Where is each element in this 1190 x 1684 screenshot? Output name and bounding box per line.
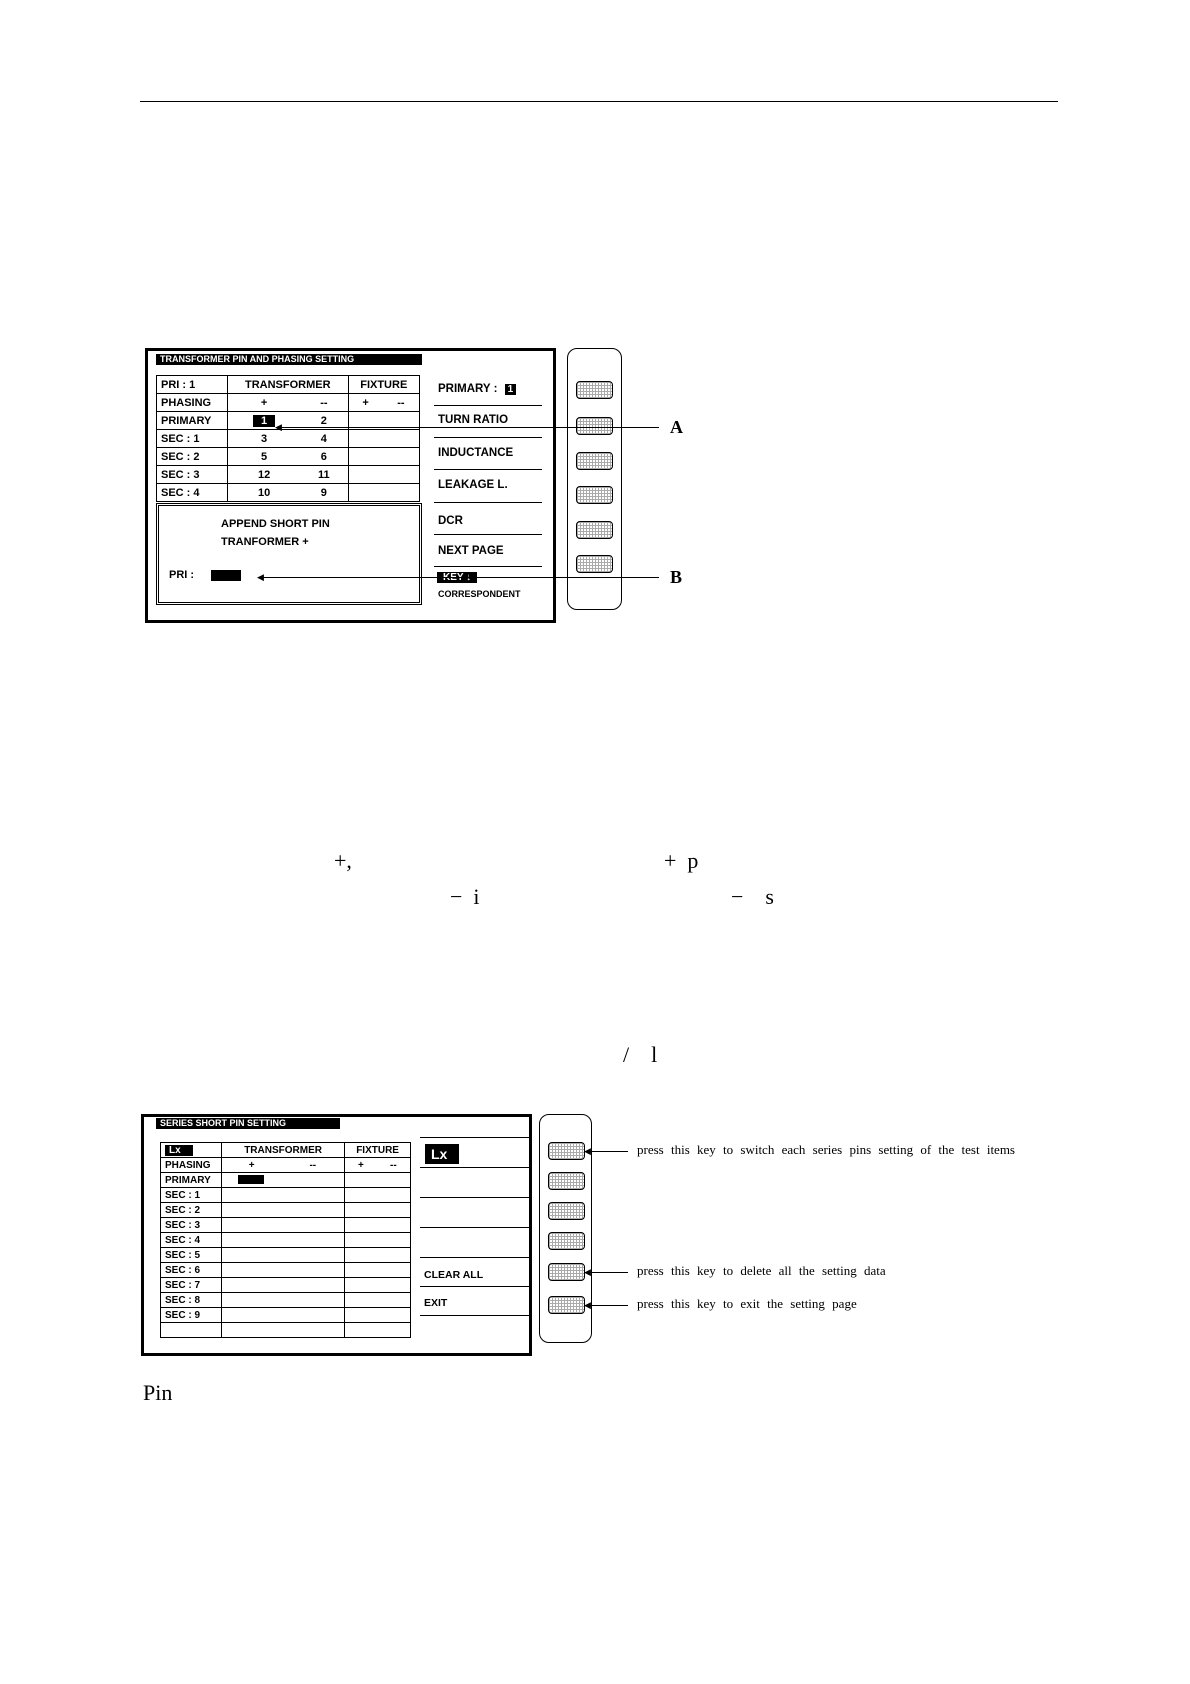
annotation-line (588, 1151, 628, 1152)
transformer-plus: + (222, 1158, 282, 1173)
pin-b[interactable]: 6 (300, 448, 348, 466)
fixture-cell[interactable] (345, 1278, 411, 1293)
table-header-transformer: TRANSFORMER (228, 376, 349, 394)
primary-pin-a[interactable]: 1 (253, 415, 275, 427)
row-label: SEC : 5 (161, 1248, 222, 1263)
row-label: SEC : 6 (161, 1263, 222, 1278)
menu-divider (434, 437, 542, 438)
pri-input-field[interactable] (211, 570, 241, 581)
softkey-exit[interactable] (548, 1296, 585, 1314)
text-fragment: − i (450, 884, 480, 909)
annotation-line (588, 1305, 628, 1306)
fixture-cell[interactable] (345, 1263, 411, 1278)
table-row (161, 1263, 411, 1278)
softkey-4[interactable] (576, 486, 613, 504)
menu-clear-all[interactable]: CLEAR ALL (424, 1269, 484, 1281)
menu-divider (434, 405, 542, 406)
row-label-primary: PRIMARY (157, 412, 228, 430)
softkey-3[interactable] (576, 452, 613, 470)
row-label: SEC : 2 (157, 448, 228, 466)
table-row (161, 1218, 411, 1233)
transformer-cell[interactable] (222, 1308, 345, 1323)
softkey-3[interactable] (548, 1202, 585, 1220)
append-short-pin-dialog (156, 503, 422, 605)
callout-a-label: A (670, 417, 683, 437)
menu-primary[interactable] (438, 383, 516, 395)
table-row (161, 1248, 411, 1263)
row-label: SEC : 1 (161, 1188, 222, 1203)
primary-pin-b[interactable]: 2 (300, 412, 348, 430)
arrow-left-icon: ◀ (584, 1300, 591, 1310)
text-fragment-pin: Pin (143, 1380, 173, 1405)
menu-divider (420, 1137, 530, 1138)
row-label-primary: PRIMARY (161, 1173, 222, 1188)
row-label (161, 1323, 222, 1338)
softkey-clear-all[interactable] (548, 1263, 585, 1281)
menu-inductance[interactable]: INDUCTANCE (438, 447, 514, 459)
row-label: SEC : 4 (157, 484, 228, 502)
softkey-1[interactable] (576, 381, 613, 399)
dialog-line-1: APPEND SHORT PIN (221, 518, 330, 530)
arrow-left-icon: ◀ (584, 1146, 591, 1156)
fixture-cell[interactable] (348, 466, 419, 484)
row-label: SEC : 4 (161, 1233, 222, 1248)
softkey-2[interactable] (576, 417, 613, 435)
arrow-left-icon: ◀ (257, 572, 264, 582)
menu-dcr[interactable]: DCR (438, 515, 463, 527)
transformer-cell[interactable] (222, 1248, 345, 1263)
annotation-line (588, 1272, 628, 1273)
transformer-cell[interactable] (222, 1203, 345, 1218)
row-label: SEC : 8 (161, 1293, 222, 1308)
menu-divider (420, 1167, 530, 1168)
softkey-2[interactable] (548, 1172, 585, 1190)
table-row (161, 1203, 411, 1218)
pin-table (156, 375, 420, 502)
table-row (161, 1173, 411, 1188)
table-row (157, 430, 420, 448)
pin-a[interactable]: 5 (228, 448, 301, 466)
correspondent-label: CORRESPONDENT (438, 589, 521, 599)
table-row (157, 484, 420, 502)
menu-turn-ratio[interactable]: TURN RATIO (438, 414, 509, 426)
table-row (161, 1308, 411, 1323)
table-row (161, 1188, 411, 1203)
table-header-pri: PRI : 1 (157, 376, 228, 394)
transformer-cell[interactable] (222, 1293, 345, 1308)
transformer-plus: + (228, 394, 301, 412)
cursor-block[interactable] (238, 1175, 264, 1184)
fixture-cell[interactable] (345, 1293, 411, 1308)
transformer-cell[interactable] (222, 1173, 345, 1188)
pri-field-label: PRI : (169, 569, 195, 581)
annotation-lx-key: press this key to switch each series pins setting of the test items (637, 1142, 1015, 1157)
arrow-left-icon: ◀ (275, 422, 282, 432)
text-fragment: + p (664, 848, 699, 873)
menu-divider (420, 1227, 530, 1228)
transformer-cell[interactable] (222, 1233, 345, 1248)
menu-leakage[interactable]: LEAKAGE L. (438, 479, 508, 491)
pin-b[interactable]: 11 (300, 466, 348, 484)
annotation-exit-key: press this key to exit the setting page (637, 1296, 857, 1311)
fixture-cell[interactable] (345, 1233, 411, 1248)
menu-primary-label: PRIMARY : (438, 383, 498, 395)
pin-a[interactable]: 12 (228, 466, 301, 484)
screen-title-banner: TRANSFORMER PIN AND PHASING SETTING (156, 354, 422, 365)
callout-a-line (277, 427, 659, 428)
menu-lx[interactable]: Lx (425, 1144, 459, 1164)
row-label: SEC : 1 (157, 430, 228, 448)
table-row (161, 1293, 411, 1308)
menu-next-page[interactable]: NEXT PAGE (438, 545, 504, 557)
fixture-cell[interactable] (348, 448, 419, 466)
table-header-lx[interactable] (161, 1143, 222, 1158)
softkey-4[interactable] (548, 1232, 585, 1250)
table-row (161, 1278, 411, 1293)
menu-divider (434, 502, 542, 503)
fixture-cell[interactable] (345, 1323, 411, 1338)
pin-phasing-screen (145, 348, 556, 623)
text-fragment: +, (334, 848, 352, 873)
callout-b-line (259, 577, 659, 578)
pin-a[interactable]: 10 (228, 484, 301, 502)
table-row (161, 1323, 411, 1338)
transformer-cell[interactable] (222, 1188, 345, 1203)
transformer-cell[interactable] (222, 1278, 345, 1293)
screen-title-banner: SERIES SHORT PIN SETTING (156, 1118, 340, 1129)
fixture-minus: -- (383, 394, 420, 412)
table-header-fixture: FIXTURE (348, 376, 419, 394)
annotation-clear-key: press this key to delete all the setting data (637, 1263, 886, 1278)
text-fragment: − s (731, 884, 774, 909)
fixture-cell[interactable] (345, 1218, 411, 1233)
pin-a[interactable]: 3 (228, 430, 301, 448)
fixture-cell[interactable] (345, 1203, 411, 1218)
fixture-cell[interactable] (348, 484, 419, 502)
table-header-transformer: TRANSFORMER (222, 1143, 345, 1158)
menu-primary-value: 1 (505, 384, 517, 395)
fixture-cell[interactable] (345, 1173, 411, 1188)
table-row (161, 1233, 411, 1248)
transformer-minus: -- (300, 394, 348, 412)
arrow-left-icon: ◀ (584, 1267, 591, 1277)
row-label-phasing: PHASING (157, 394, 228, 412)
transformer-cell[interactable] (222, 1263, 345, 1278)
row-label: SEC : 3 (157, 466, 228, 484)
row-label: SEC : 7 (161, 1278, 222, 1293)
menu-divider (420, 1315, 530, 1316)
row-label: SEC : 3 (161, 1218, 222, 1233)
row-label: SEC : 9 (161, 1308, 222, 1323)
series-pin-table (160, 1142, 411, 1338)
callout-b-label: B (670, 567, 683, 587)
menu-divider (434, 534, 542, 535)
table-row (157, 466, 420, 484)
menu-divider (420, 1197, 530, 1198)
row-label: SEC : 2 (161, 1203, 222, 1218)
menu-divider (420, 1286, 530, 1287)
menu-divider (434, 469, 542, 470)
softkey-6[interactable] (576, 555, 613, 573)
pin-b[interactable]: 9 (300, 484, 348, 502)
fixture-cell[interactable] (345, 1248, 411, 1263)
transformer-cell[interactable] (222, 1323, 345, 1338)
series-short-pin-screen (141, 1114, 532, 1356)
softkey-lx[interactable] (548, 1142, 585, 1160)
dialog-line-2: TRANFORMER + (221, 536, 309, 548)
menu-exit[interactable]: EXIT (424, 1297, 448, 1309)
fixture-plus: + (345, 1158, 377, 1173)
softkey-5[interactable] (576, 521, 613, 539)
table-header-fixture: FIXTURE (345, 1143, 411, 1158)
pin-b[interactable]: 4 (300, 430, 348, 448)
fixture-plus: + (348, 394, 383, 412)
menu-divider (434, 566, 542, 567)
menu-divider (420, 1257, 530, 1258)
header-rule (140, 101, 1058, 102)
fixture-cell[interactable] (345, 1188, 411, 1203)
lx-selector[interactable]: Lx (165, 1145, 193, 1156)
row-label-phasing: PHASING (161, 1158, 222, 1173)
fixture-cell[interactable] (348, 430, 419, 448)
text-fragment: / l (623, 1042, 658, 1067)
transformer-cell[interactable] (222, 1218, 345, 1233)
fixture-cell[interactable] (345, 1308, 411, 1323)
transformer-minus: -- (281, 1158, 344, 1173)
table-row (157, 448, 420, 466)
fixture-minus: -- (377, 1158, 411, 1173)
